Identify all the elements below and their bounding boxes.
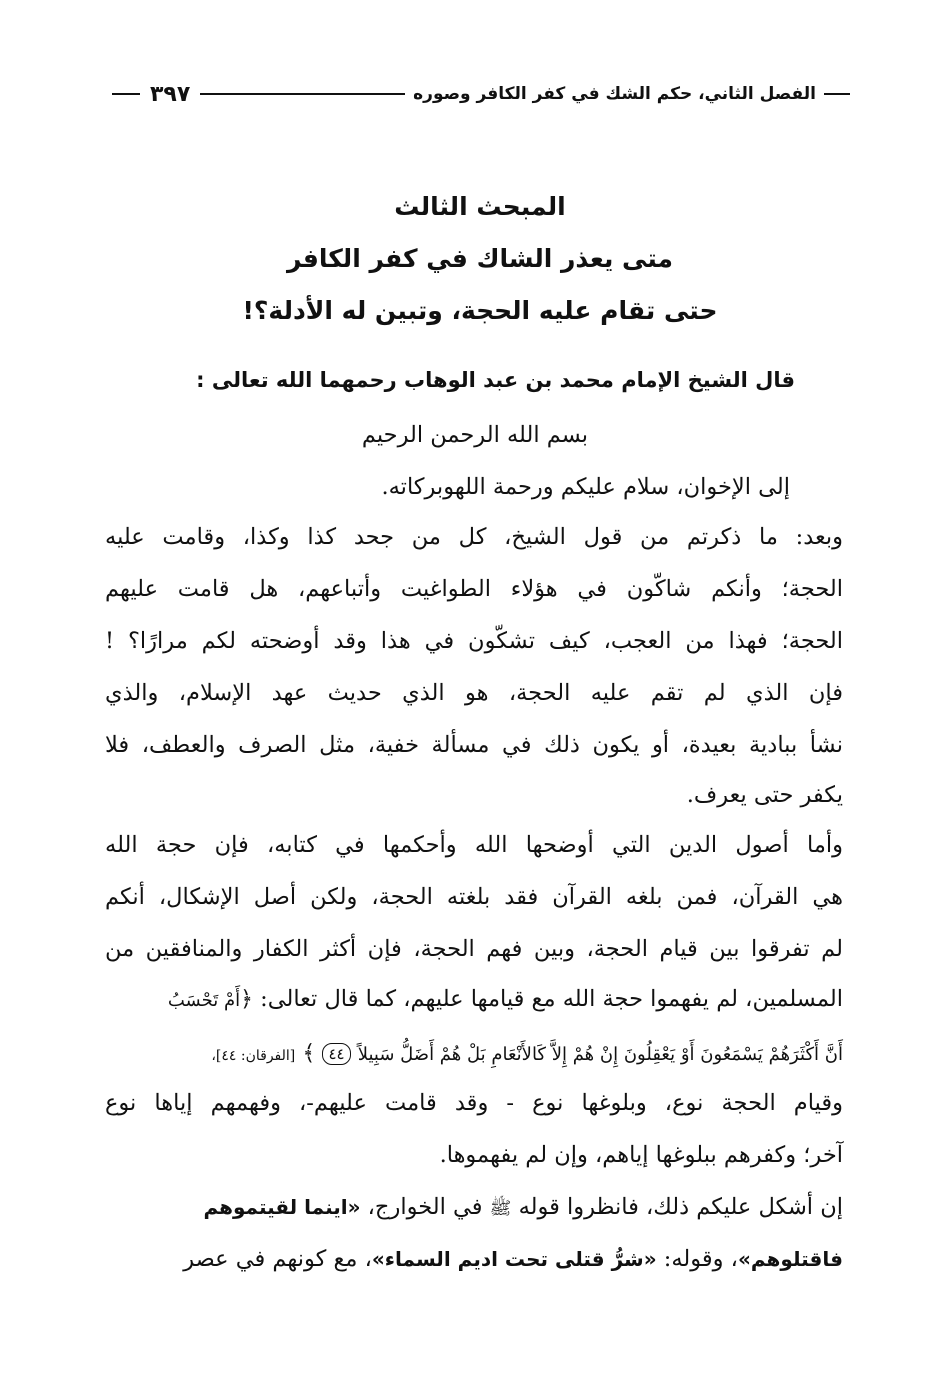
quran-close-bracket: ﴾ xyxy=(302,1041,316,1066)
verse-number-badge: ٤٤ xyxy=(322,1043,350,1065)
quran-reference: [الفرقان: ٤٤]، xyxy=(211,1048,296,1064)
line-18-text-b: ، وقوله: xyxy=(663,1246,738,1272)
line-13-text: المسلمين، لم يفهموا حجة الله مع قيامها عليهم، كما قال تعالى: xyxy=(260,986,843,1012)
greeting-line: إلى الإخوان، سلام عليكم ورحمة اللهوبركاته. xyxy=(381,474,790,500)
text-line-13 xyxy=(105,988,843,1011)
text-line-14 xyxy=(105,1042,843,1065)
salawat-glyph: ﷺ xyxy=(489,1198,512,1219)
text-line-15: وقيام الحجة نوع، وبلوغها نوع - وقد قامت عليهم-، وفهمهم إياها نوع xyxy=(105,1090,843,1116)
intro-line: قال الشيخ الإمام محمد بن عبد الوهاب رحمهما الله تعالى : xyxy=(196,368,795,392)
text-line-6: الحجة؛ فهذا من العجب، كيف تشكّون في هذا وقد أوضحته لكم مرارًا؟ ! xyxy=(105,628,843,654)
text-line-7: فإن الذي لم تقم عليه الحجة، هو الذي حديث عهد الإسلام، والذي xyxy=(105,680,843,706)
text-line-16: آخر؛ وكفرهم ببلوغها إياهم، وإن لم يفهموها. xyxy=(439,1142,843,1168)
running-title: الفصل الثاني، حكم الشك في كفر الكافر وصوره xyxy=(413,84,816,104)
line-18-text-c: ، مع كونهم في عصر xyxy=(183,1246,372,1272)
text-line-11: هي القرآن، فمن بلغه القرآن فقد بلغته الحجة، ولكن أصل الإشكال، أنكم xyxy=(105,884,843,910)
text-line-5: الحجة؛ وأنكم شاكّون في هؤلاء الطواغيت وأتباعهم، هل قامت عليهم xyxy=(105,576,843,602)
title-line-2: حتى تقام عليه الحجة، وتبين له الأدلة؟! xyxy=(242,296,718,325)
quran-verse-text: أَنَّ أَكْثَرَهُمْ يَسْمَعُونَ أَوْ يَعْقِلُونَ إِنْ هُمْ إِلاَّ كَالأَنْعَامِ بَلْ هُمْ أَضَلُّ سَبِيلاً xyxy=(357,1044,843,1065)
text-line-8: نشأ ببادية بعيدة، أو يكون ذلك في مسألة خفية، مثل الصرف والعطف، فلا xyxy=(105,732,843,758)
title-line-1: متى يعذر الشاك في كفر الكافر xyxy=(286,244,674,273)
page-number: ٣٩٧ xyxy=(150,81,191,107)
text-line-10: وأما أصول الدين التي أوضحها الله وأحكمها في كتابه، فإن حجة الله xyxy=(105,832,843,858)
text-line-12: لم تفرقوا بين قيام الحجة، وبين فهم الحجة، فإن أكثر الكفار والمنافقين من xyxy=(105,936,843,962)
line-17-text-a: إن أشكل عليكم ذلك، فانظروا قوله xyxy=(518,1194,843,1220)
running-header xyxy=(112,74,850,114)
section-heading: المبحث الثالث xyxy=(394,192,566,221)
text-line-4: وبعد: ما ذكرتم من قول الشيخ، كل من جحد كذا وكذا، وقامت عليه xyxy=(105,524,843,550)
text-line-18 xyxy=(105,1248,843,1271)
quran-verse-start: أَمْ تَحْسَبُ xyxy=(167,990,241,1011)
hadith-quote-2: «شرُّ قتلى تحت اديم السماء» xyxy=(371,1247,657,1271)
hadith-quote-1-end: فاقتلوهم» xyxy=(737,1247,843,1271)
text-line-17 xyxy=(105,1196,843,1219)
header-dash-left xyxy=(112,93,140,95)
header-dash-right xyxy=(824,93,850,95)
header-rule xyxy=(200,93,405,95)
line-17-text-b: في الخوارج، xyxy=(367,1194,483,1220)
quran-open-bracket: ﴿ xyxy=(240,987,253,1012)
text-line-9: يكفر حتى يعرف. xyxy=(686,782,843,808)
basmala-line: بسم الله الرحمن الرحيم xyxy=(361,422,589,448)
hadith-quote-1-start: «اينما لقيتموهم xyxy=(203,1195,361,1219)
